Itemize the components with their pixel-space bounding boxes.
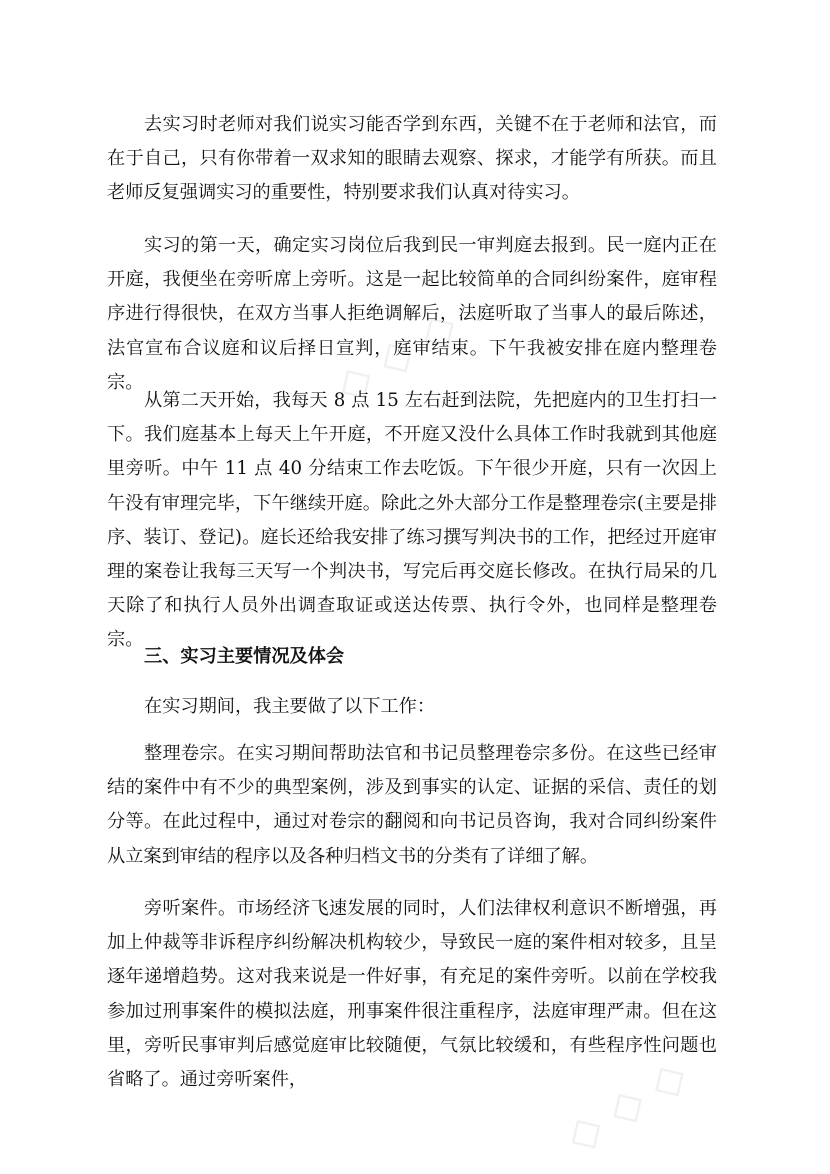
- work-paragraph-1: 整理卷宗。在实习期间帮助法官和书记员整理卷宗多份。在这些已经审结的案件中有不少的典型案例，涉及到事实的认定、证据的采信、责任的划分等。在此过程中，通过对卷宗的翻阅和向书记员咨询，我对合同纠纷案件从立案到审结的程序以及各种归档文书的分类有了详细了解。: [107, 743, 717, 867]
- watermark-decoration: ◇ ◇ ◇: [556, 1048, 696, 1163]
- paragraph-1: 去实习时老师对我们说实习能否学到东西，关键不在于老师和法官，而在于自己，只有你带着一双求知的眼睛去观察、探求，才能学有所获。而且老师反复强调实习的重要性，特别要求我们认真对待实习。: [107, 114, 717, 204]
- intro-line: 在实习期间，我主要做了以下工作：: [144, 696, 436, 717]
- section-heading: 三、实习主要情况及体会: [144, 646, 345, 667]
- work-paragraph-2: 旁听案件。市场经济飞速发展的同时，人们法律权利意识不断增强，再加上仲裁等非诉程序纠纷解决机构较少，导致民一庭的案件相对较多，且呈逐年递增趋势。这对我来说是一件好事，有充足的案件旁听。以前在学校我参加过刑事案件的模拟法庭，刑事案件很注重程序，法庭审理严肃。但在这里，旁听民事审判后感觉庭审比较随便，气氛比较缓和，有些程序性问题也省略了。通过旁听案件，: [107, 898, 717, 1091]
- watermark-decoration: ◇ ◇ ◇: [326, 298, 466, 413]
- paragraph-3: 从第二天开始，我每天 8 点 15 左右赶到法院，先把庭内的卫生打扫一下。我们庭基本上每天上午开庭，不开庭又没什么具体工作时我就到其他庭里旁听。中午 11 点 40 分结束工作去吃饭。下午很少开庭，只有一次因上午没有审理完毕，下午继续开庭。除此之外大部分工作是整理卷宗(主要是排序、装订、登记)。庭长还给我安排了练习撰写判决书的工作，把经过开庭审理的案卷让我每三天写一个判决书，写完后再交庭长修改。在执行局呆的几天除了和执行人员外出调查取证或送达传票、执行令外，也同样是整理卷宗。: [107, 390, 717, 651]
- paragraph-2: 实习的第一天，确定实习岗位后我到民一审判庭去报到。民一庭内正在开庭，我便坐在旁听席上旁听。这是一起比较简单的合同纠纷案件，庭审程序进行得很快，在双方当事人拒绝调解后，法庭听取了当事人的最后陈述，法官宣布合议庭和议后择日宣判，庭审结束。下午我被安排在庭内整理卷宗。: [107, 235, 717, 393]
